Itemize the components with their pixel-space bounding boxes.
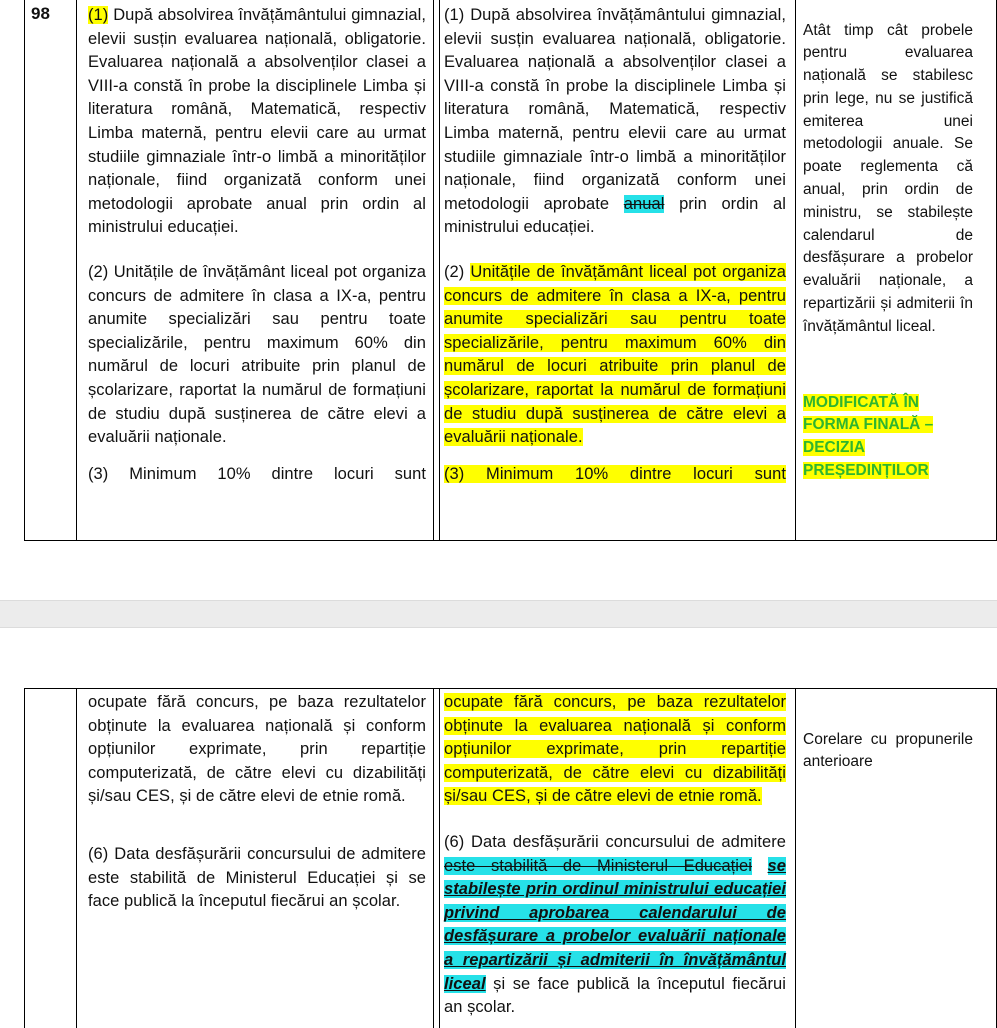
- column-divider: [439, 0, 440, 540]
- deleted-text: este stabilită de Ministerul Educației: [444, 856, 752, 875]
- highlighted-text: ocupate fără concurs, pe baza rezultatelor obținute la evaluarea națională și conform opțiunilor exprimate, prin repartiție computerizată, de către elevi cu dizabilități și/sau CES, și de către elevi de etnie romă.: [444, 693, 786, 806]
- column-divider: [433, 689, 434, 1028]
- proposed-text-cell: [444, 691, 786, 1028]
- current-text-cell: [88, 691, 426, 1028]
- row-number: 98: [31, 4, 50, 23]
- current-text-cell: [88, 4, 426, 540]
- table-page-bottom: [24, 688, 997, 1028]
- motivation-text: Corelare cu propunerile anterioare: [803, 730, 973, 771]
- deleted-word: anual: [623, 194, 665, 213]
- paragraph-text: (1) După absolvirea învățământului gimnazial, elevii susțin evaluarea națională, obligatorie. Evaluarea națională a absolvenților clasei a VIII-a constă în probe la disciplinele Limba și literatura română, Matematică, respectiv Limba maternă, pentru elevii care au urmat studiile gimnaziale într-o limbă a minorităților naționale, fiind organizată conform unei metodologii aprobate: [444, 6, 786, 213]
- column-divider: [433, 0, 434, 540]
- paragraph-text: (6) Data desfășurării concursului de admitere este stabilită de Ministerul Educației și se face publică la începutul fiecărui an școlar.: [88, 844, 426, 911]
- paragraph-text: prin ordin al ministrului educației.: [444, 194, 786, 237]
- column-divider: [439, 689, 440, 1028]
- column-divider: [76, 0, 77, 540]
- paragraph-text: și se face publică la începutul fiecărui an școlar.: [444, 974, 786, 1017]
- paragraph-number: (1): [88, 6, 109, 24]
- highlighted-text: (3) Minimum 10% dintre locuri sunt: [444, 464, 786, 483]
- paragraph-number: (2): [444, 262, 465, 281]
- paragraph-text: (3) Minimum 10% dintre locuri sunt: [88, 464, 426, 483]
- table-page-top: [24, 0, 997, 541]
- motivation-cell: [803, 4, 973, 540]
- page-break: [0, 600, 997, 628]
- column-divider: [795, 689, 796, 1028]
- status-badge: MODIFICATĂ ÎN FORMA FINALĂ – DECIZIA PREȘEDINȚILOR: [803, 393, 934, 480]
- inserted-text: se stabilește prin ordinul ministrului educației privind aprobarea calendarului de desfășurare a probelor evaluării naționale a repartizării și admiterii în învățământul liceal: [444, 856, 786, 993]
- highlighted-text: Unitățile de învățământ liceal pot organiza concurs de admitere în clasa a IX-a, pentru anumite specializări sau pentru toate specializările, pentru maximum 60% din numărul de locuri atribuite prin planul de școlarizare, raportat la numărul de formațiuni de studiu după susținerea de către elevi a evaluării naționale.: [444, 262, 786, 447]
- column-divider: [795, 0, 796, 540]
- paragraph-text: După absolvirea învățământului gimnazial, elevii susțin evaluarea națională, obligatorie. Evaluarea națională a absolvenților clasei a VIII-a constă în probe la disciplinele Limba și literatura română, Matematică, respectiv Limba maternă, pentru elevii care au urmat studiile gimnaziale într-o limbă a minorităților naționale, fiind organizată conform unei metodologii aprobate anual prin ordin al ministrului educației.: [88, 6, 426, 237]
- paragraph-text: (2) Unitățile de învățământ liceal pot organiza concurs de admitere în clasa a IX-a, pentru anumite specializări sau pentru toate specializările, pentru maximum 60% din numărul de locuri atribuite prin planul de școlarizare, raportat la numărul de formațiuni de studiu după susținerea de către elevi a evaluării naționale.: [88, 262, 426, 447]
- proposed-text-cell: [444, 4, 786, 540]
- column-divider: [76, 689, 77, 1028]
- motivation-cell: [803, 713, 973, 1028]
- motivation-text: Atât timp cât probele pentru evaluarea națională se stabilesc prin lege, nu se justifică emiterea unei metodologii anuale. Se poate reglementa că anual, prin ordin de ministru, se stabilește calendarul de desfășurare a probelor evaluării naționale, a repartizării și admiterii în învățământul liceal.: [803, 21, 973, 335]
- paragraph-text: ocupate fără concurs, pe baza rezultatelor obținute la evaluarea națională și conform opțiunilor exprimate, prin repartiție computerizată, de către elevi cu dizabilități și/sau CES, și de către elevi de etnie romă.: [88, 693, 426, 806]
- paragraph-text: (6) Data desfășurării concursului de admitere: [444, 832, 786, 851]
